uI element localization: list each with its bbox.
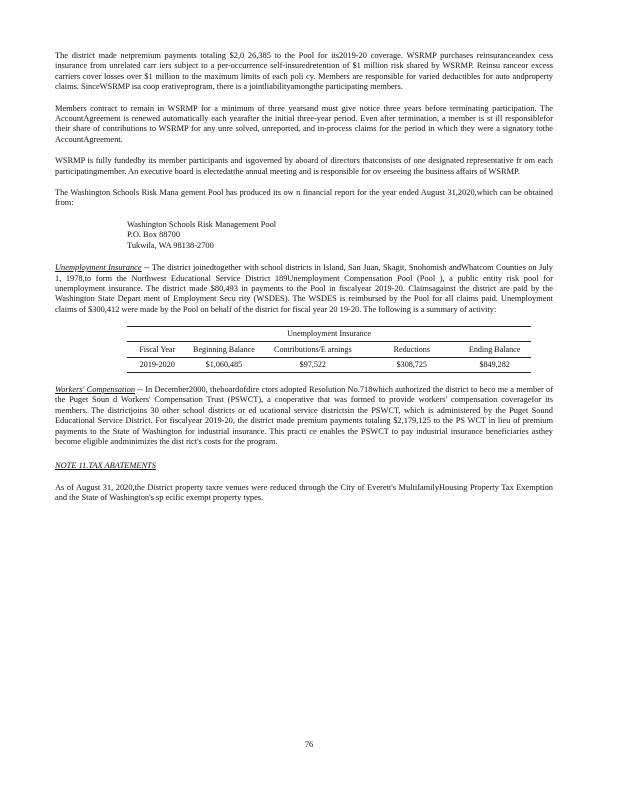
workers-heading: Workers' Compensation (55, 384, 136, 394)
page-number: 76 (304, 740, 314, 749)
paragraph-tax-abatements: As of August 31, 2020,the District property taxre venues were reduced through the City of Everett's MultifamilyHousing Property Tax Exemption and the State of Washington's sp ecific exempt property types. (55, 482, 553, 503)
document-page (55, 51, 553, 515)
table-header-reductions: Reductions (365, 341, 458, 358)
address-line-2: P.O. Box 88700 (127, 230, 181, 240)
table-header-fiscal-year: Fiscal Year (127, 341, 188, 358)
paragraph-workers-compensation (55, 385, 553, 447)
table-cell-ending-balance: $849,282 (458, 358, 531, 373)
note-11-heading: NOTE 11.TAX ABATEMENTS (55, 461, 156, 471)
workers-text: -- In December2000, theboardofdire ctors adopted Resolution No.718which authorized the district to beco me a member of the Puget Soun d Workers' Compensation Trust (PSWCT), a cooperative that was formed to provide workers' compensation coveragefor its members. The districtjoins 30 other school districts or ed ucational service districtsin the PSWCT, which is administered by the Puget Sound Educational Service District. For fiscalyear 2019-20, the district made premium payments totaling $2,179,125 to the PS WCT in lieu of premium payments to the State of Washington for industrial insurance. This practi ce enables the PSWCT to pay industrial insurance beneficiaries asthey become eligible andminimizes the dist rict's costs for the program. (55, 384, 553, 446)
table-header-beginning-balance: Beginning Balance (188, 341, 261, 358)
address-block (127, 220, 553, 251)
paragraph-net-premium: The district made netpremium payments totaling $2,0 26,385 to the Pool for its2019-20 coverage. WSRMP purchases reinsuranceandex cess insurance from unrelated carr iers subject to a per-occurrence self-insuredretention of $1 million risk shared by WSRMP. Reinsu ranceor excess carriers cover losses over $1 million to the maximum limits of each poli cy. Members are responsible for varied deductibles for auto andproperty claims. SinceWSRMP isa coop erativeprogram, there is a jointliabilityamongthe participating members. (55, 51, 553, 92)
address-line-3: Tukwila, WA 98138-2700 (127, 240, 214, 250)
table-header-ending-balance: Ending Balance (458, 341, 531, 358)
table-cell-beginning-balance: $1,060,485 (188, 358, 261, 373)
table-title: Unemployment Insurance (127, 327, 531, 342)
unemployment-table (127, 326, 531, 373)
table-cell-contributions: $97,522 (260, 358, 365, 373)
paragraph-membership-terms: Members contract to remain in WSRMP for a minimum of three yearsand must give notice three years before terminating participation. The AccountAgreement is renewed automatically each yearafter the initial three-year period. Even after termination, a member is st ill responsiblefor their share of contributions to WSRMP for any unre solved, unreported, and in-process claims for the period in which they were a signatory tothe AccountAgreement. (55, 103, 553, 144)
paragraph-governance: WSRMP is fully fundedby its member participants and isgoverned by aboard of directors thatconsists of one designated representative fr om each participatingmember. An executive board is electedatthe annual meeting and is responsible for ov erseeing the business affairs of WSRMP. (55, 156, 553, 176)
unemployment-heading: Unemployment Insurance (55, 263, 142, 273)
paragraph-financial-report: The Washington Schools Risk Mana gement Pool has produced its ow n financial report for the year ended August 31,2020,which can be obtained from: (55, 188, 553, 208)
paragraph-unemployment (55, 263, 553, 315)
table-cell-fiscal-year: 2019-2020 (127, 358, 188, 373)
address-line-1: Washington Schools Risk Management Pool (127, 219, 277, 229)
table-cell-reductions: $308,725 (365, 358, 458, 373)
table-header-contributions: Contributions/E arnings (260, 341, 365, 358)
unemployment-text: -- The district joinedtogether with school districts in Island, San Juan, Skagit, Snohomish andWhatcom Counties on July 1, 1978,to form the Northwest Educational Service District 189Unemployment Compensation Pool (Pool ), a public entity risk pool for unemployment insurance. The district made $80,493 in payments to the Pool in fiscalyear 2019-20. Claimsagainst the district are paid by the Washington State Depart ment of Employment Secu rity (WSDES). The WSDES is reimbursed by the Pool for all claims paid. Unemployment claims of $300,412 were made by the Pool on behalf of the district for fiscal year 20 19-20. The following is a summary of activity: (55, 263, 553, 314)
